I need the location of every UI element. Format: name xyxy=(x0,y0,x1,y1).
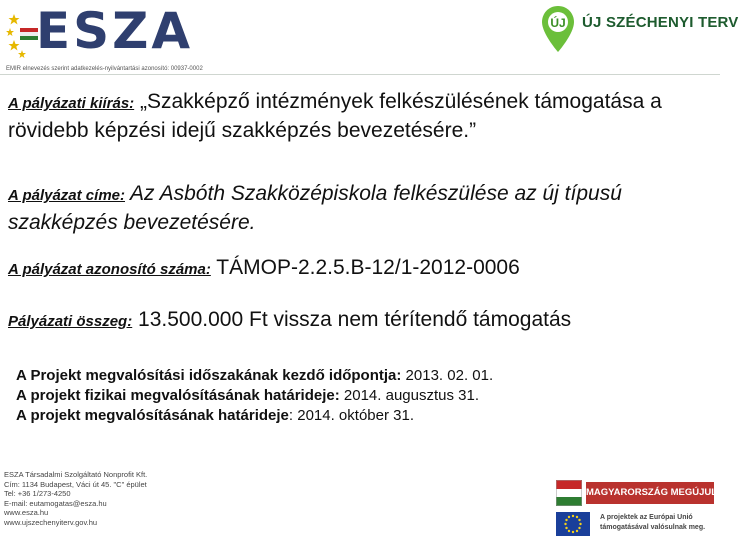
azonosito-paragraph xyxy=(8,256,708,280)
esza-logo xyxy=(6,2,194,62)
magyarorszag-megujul-logo xyxy=(556,480,716,506)
date-line-deadline xyxy=(16,406,493,426)
project-dates xyxy=(16,366,493,426)
eu-logo xyxy=(556,510,720,540)
esza-logo-text: ESZA xyxy=(36,2,194,60)
date-line-physical xyxy=(16,386,493,406)
cim-label: A pályázat címe: xyxy=(8,187,125,204)
date-label: A projekt megvalósításának határideje xyxy=(16,407,289,424)
osszeg-paragraph xyxy=(8,308,708,332)
azonosito-value: TÁMOP-2.2.5.B-12/1-2012-0006 xyxy=(210,256,520,279)
eu-text-line: támogatásával valósulnak meg. xyxy=(600,524,706,531)
magyarorszag-megujul-text: MAGYARORSZÁG MEGÚJUL xyxy=(586,482,714,504)
kiiras-label: A pályázati kiírás: xyxy=(8,95,135,112)
footer-line: Tel: +36 1/273-4250 xyxy=(4,489,71,498)
azonosito-label: A pályázat azonosító száma: xyxy=(8,261,211,278)
footer-link[interactable]: www.esza.hu xyxy=(4,508,49,517)
date-line-start xyxy=(16,366,493,386)
szechenyi-logo-text: ÚJ SZÉCHENYI TERV xyxy=(582,14,739,31)
kiiras-paragraph xyxy=(8,88,708,144)
footer-line: ESZA Társadalmi Szolgáltató Nonprofit Kft. xyxy=(4,470,148,479)
map-pin-icon xyxy=(540,4,576,54)
hungarian-flag-icon xyxy=(556,480,582,506)
date-value: 2014. augusztus 31. xyxy=(339,387,480,404)
footer-line: Cím: 1134 Budapest, Váci út 45. "C" épület xyxy=(4,479,147,489)
osszeg-value: 13.500.000 Ft vissza nem térítendő támogatás xyxy=(132,308,572,331)
szechenyi-logo xyxy=(540,4,739,56)
esza-stars-icon xyxy=(6,10,40,60)
eu-text-line: A projektek az Európai Unió xyxy=(600,514,693,521)
footer-email[interactable]: E-mail: eutamogatas@esza.hu xyxy=(4,498,107,508)
osszeg-label: Pályázati összeg: xyxy=(8,313,133,330)
date-label: A projekt fizikai megvalósításának határideje: xyxy=(16,387,340,404)
header-divider xyxy=(0,74,720,75)
date-value: 2013. 02. 01. xyxy=(401,367,494,384)
footer-contact xyxy=(4,470,147,527)
emir-text: EMIR elnevezés szerint adatkezelés-nyilvántartási azonosító: 00937-0002 xyxy=(6,66,203,72)
cim-paragraph xyxy=(8,180,708,236)
svg-text:ÚJ: ÚJ xyxy=(550,16,566,30)
footer-link[interactable]: www.ujszechenyiterv.gov.hu xyxy=(4,517,98,527)
kiiras-value: „Szakképző intézmények felkészülésének támogatása a rövidebb képzési idejű szakképzés bevezetésére.” xyxy=(8,90,662,142)
cim-value: Az Asbóth Szakközépiskola felkészülése az új típusú szakképzés bevezetésére. xyxy=(8,182,622,234)
header xyxy=(0,0,739,78)
eu-support-text xyxy=(600,513,705,533)
eu-flag-icon xyxy=(556,512,590,536)
date-label: A Projekt megvalósítási időszakának kezdő időpontja: xyxy=(16,367,402,384)
date-value: : 2014. október 31. xyxy=(288,407,414,424)
